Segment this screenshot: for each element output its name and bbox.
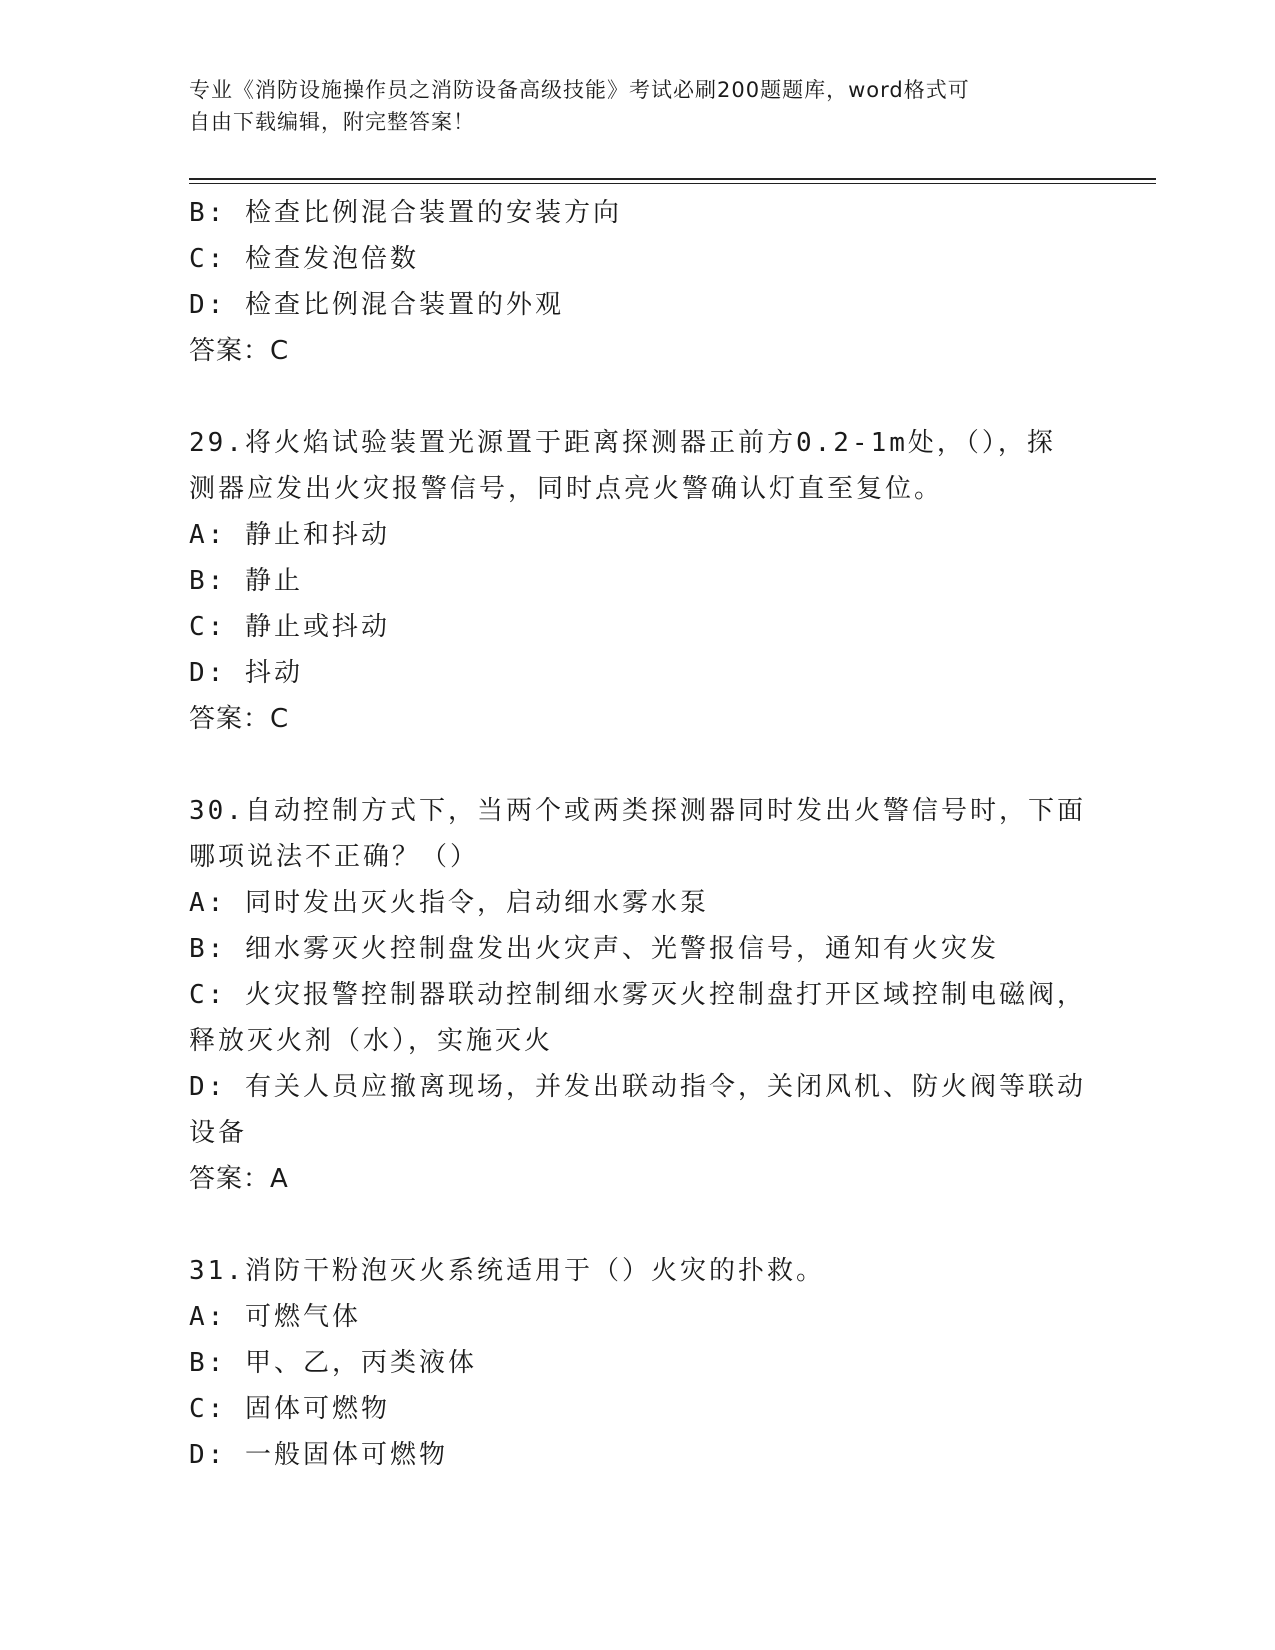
option-b: B: 静止 bbox=[189, 566, 303, 596]
option-a: A: 可燃气体 bbox=[189, 1302, 361, 1332]
question-28-block bbox=[189, 190, 1089, 374]
header-divider-thin bbox=[189, 183, 1156, 184]
header-line-2: 自由下载编辑，附完整答案！ bbox=[189, 110, 475, 134]
spacer bbox=[189, 374, 1089, 420]
answer-line: 答案：C bbox=[189, 704, 290, 734]
option-d: D: 检查比例混合装置的外观 bbox=[189, 290, 564, 320]
spacer bbox=[189, 742, 1089, 788]
option-d-line-1: D: 有关人员应撤离现场，并发出联动指令，关闭风机、防火阀等联动 bbox=[189, 1072, 1086, 1102]
answer-line: 答案：C bbox=[189, 336, 290, 366]
option-d-line-2: 设备 bbox=[189, 1118, 248, 1148]
question-stem-line-2: 测器应发出火灾报警信号，同时点亮火警确认灯直至复位。 bbox=[189, 474, 944, 504]
spacer bbox=[189, 1202, 1089, 1248]
option-b: B: 甲、乙，丙类液体 bbox=[189, 1348, 477, 1378]
option-c: C: 检查发泡倍数 bbox=[189, 244, 419, 274]
question-stem-line-1: 30.自动控制方式下，当两个或两类探测器同时发出火警信号时，下面 bbox=[189, 796, 1086, 826]
header-divider-thick bbox=[189, 178, 1156, 180]
answer-line: 答案：A bbox=[189, 1164, 289, 1194]
option-c-line-1: C: 火灾报警控制器联动控制细水雾灭火控制盘打开区域控制电磁阀， bbox=[189, 980, 1086, 1010]
option-a: A: 同时发出灭火指令，启动细水雾水泵 bbox=[189, 888, 709, 918]
option-c: C: 静止或抖动 bbox=[189, 612, 390, 642]
option-c-line-2: 释放灭火剂（水），实施灭火 bbox=[189, 1026, 554, 1056]
option-b: B: 细水雾灭火控制盘发出火灾声、光警报信号，通知有火灾发 bbox=[189, 934, 999, 964]
question-29-block bbox=[189, 420, 1089, 742]
option-b: B: 检查比例混合装置的安装方向 bbox=[189, 198, 622, 228]
question-stem-line-2: 哪项说法不正确？（） bbox=[189, 842, 480, 872]
option-a: A: 静止和抖动 bbox=[189, 520, 390, 550]
question-30-block bbox=[189, 788, 1089, 1202]
option-c: C: 固体可燃物 bbox=[189, 1394, 390, 1424]
option-d: D: 抖动 bbox=[189, 658, 303, 688]
question-31-block bbox=[189, 1248, 1089, 1478]
question-content bbox=[189, 190, 1089, 1478]
question-stem: 31.消防干粉泡灭火系统适用于（）火灾的扑救。 bbox=[189, 1256, 825, 1286]
question-stem-line-1: 29.将火焰试验装置光源置于距离探测器正前方0.2-1m处，（），探 bbox=[189, 428, 1056, 458]
document-header bbox=[189, 74, 1069, 138]
option-d: D: 一般固体可燃物 bbox=[189, 1440, 448, 1470]
header-line-1: 专业《消防设施操作员之消防设备高级技能》考试必刷200题题库，word格式可 bbox=[189, 78, 970, 102]
